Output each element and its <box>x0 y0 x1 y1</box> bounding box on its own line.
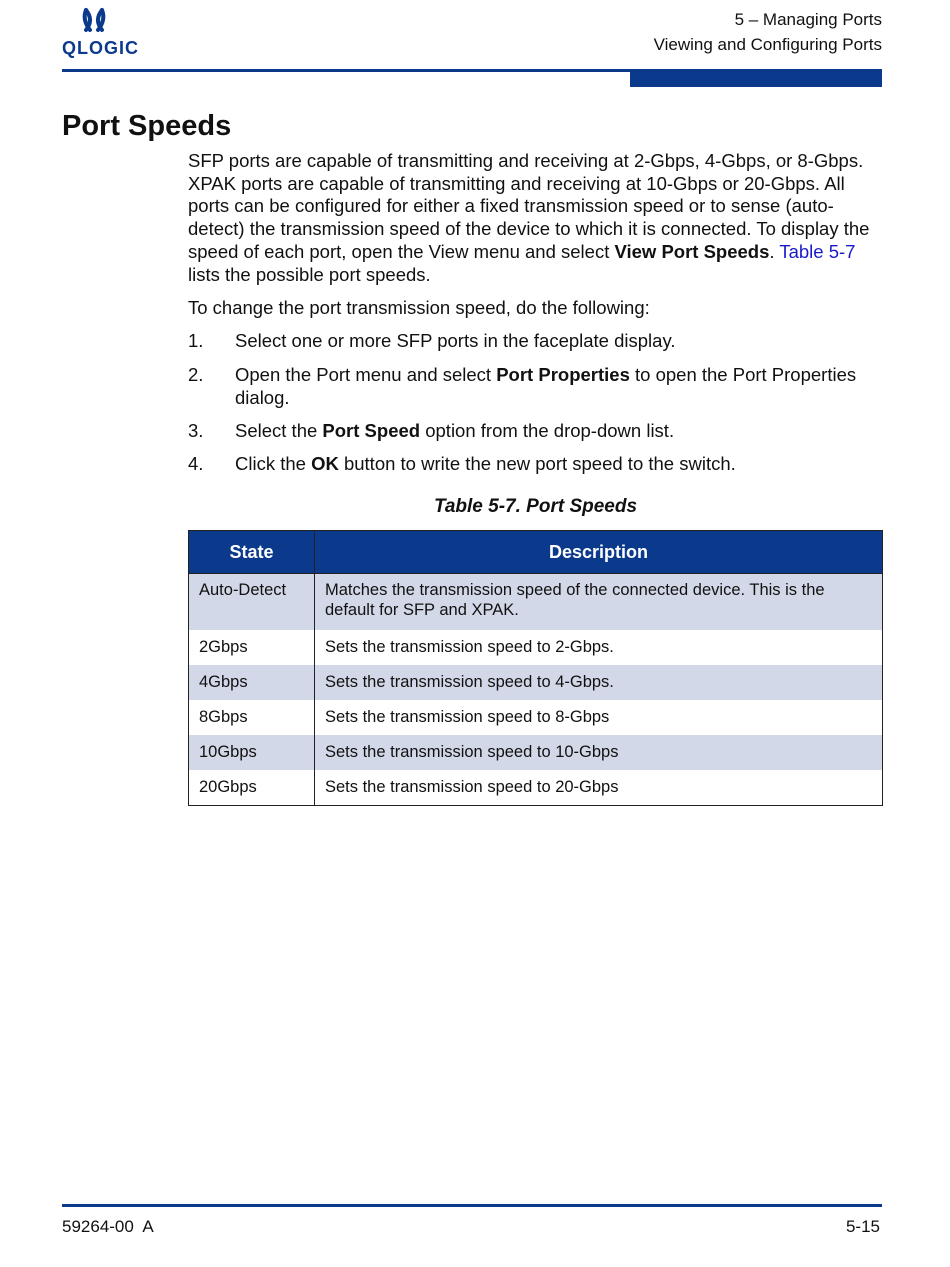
intro-bold-menu-item: View Port Speeds <box>614 240 770 262</box>
intro-text: SFP ports are capable of transmitting and receiving at 2-Gbps, 4-Gbps, or 8-Gbps. XPAK ports are capable of transmitting and receiving at 10-Gbps or 20-Gbps. All ports can be configured for either a fixed transmission speed or to sense (auto-detect) the transmission speed of the device to which it is connected. To display the speed of each port, open the View menu and select <box>188 150 870 262</box>
cell-description: Sets the transmission speed to 2-Gbps. <box>315 630 883 665</box>
intro-text-2: . <box>769 240 780 262</box>
cell-description: Sets the transmission speed to 10-Gbps <box>315 735 883 770</box>
table-row <box>189 574 883 630</box>
footer-doc-number: 59264-00 A <box>62 1217 154 1236</box>
cell-description: Sets the transmission speed to 8-Gbps <box>315 700 883 735</box>
step-text: Select the Port Speed option from the drop-down list. <box>235 420 675 441</box>
intro-paragraph <box>188 150 883 286</box>
cell-state: 2Gbps <box>189 630 315 665</box>
cell-state: 10Gbps <box>189 735 315 770</box>
cell-state: 8Gbps <box>189 700 315 735</box>
cell-state: Auto-Detect <box>189 574 315 630</box>
step-number: 3. <box>188 420 204 441</box>
cell-description: Sets the transmission speed to 4-Gbps. <box>315 665 883 700</box>
step-number: 1. <box>188 330 204 351</box>
footer-rule <box>62 1204 882 1207</box>
step-text: Select one or more SFP ports in the faceplate display. <box>235 330 676 351</box>
table-row <box>189 700 883 735</box>
step-text: Open the Port menu and select Port Properties to open the Port Properties dialog. <box>235 364 857 408</box>
lead-in-paragraph: To change the port transmission speed, do the following: <box>188 297 650 318</box>
port-speeds-table <box>188 530 883 806</box>
step-number: 4. <box>188 453 204 474</box>
footer-page-number: 5-15 <box>845 1217 880 1236</box>
column-header-state: State <box>189 531 315 574</box>
table-row <box>189 735 883 770</box>
intro-text-3: lists the possible port speeds. <box>188 263 431 285</box>
table-caption: Table 5-7. Port Speeds <box>433 496 638 517</box>
table-reference-link[interactable]: Table 5-7 <box>779 240 856 262</box>
table-header-row <box>189 531 883 574</box>
step-text: Click the OK button to write the new port speed to the switch. <box>235 453 736 474</box>
header-section: Viewing and Configuring Ports <box>653 35 882 54</box>
column-header-description: Description <box>315 531 883 574</box>
qlogic-logo-mark <box>62 6 152 36</box>
header-chapter: 5 – Managing Ports <box>734 10 882 29</box>
page-title: Port Speeds <box>62 110 232 142</box>
cell-description: Sets the transmission speed to 20-Gbps <box>315 770 883 806</box>
cell-state: 20Gbps <box>189 770 315 806</box>
table-row <box>189 630 883 665</box>
step-number: 2. <box>188 364 204 385</box>
cell-description: Matches the transmission speed of the connected device. This is the default for SFP and XPAK. <box>315 574 883 630</box>
qlogic-logo <box>62 6 152 60</box>
header-accent-block <box>630 69 882 87</box>
table-row <box>189 665 883 700</box>
cell-state: 4Gbps <box>189 665 315 700</box>
table-row <box>189 770 883 806</box>
logo-wordmark: QLOGIC <box>62 38 139 58</box>
